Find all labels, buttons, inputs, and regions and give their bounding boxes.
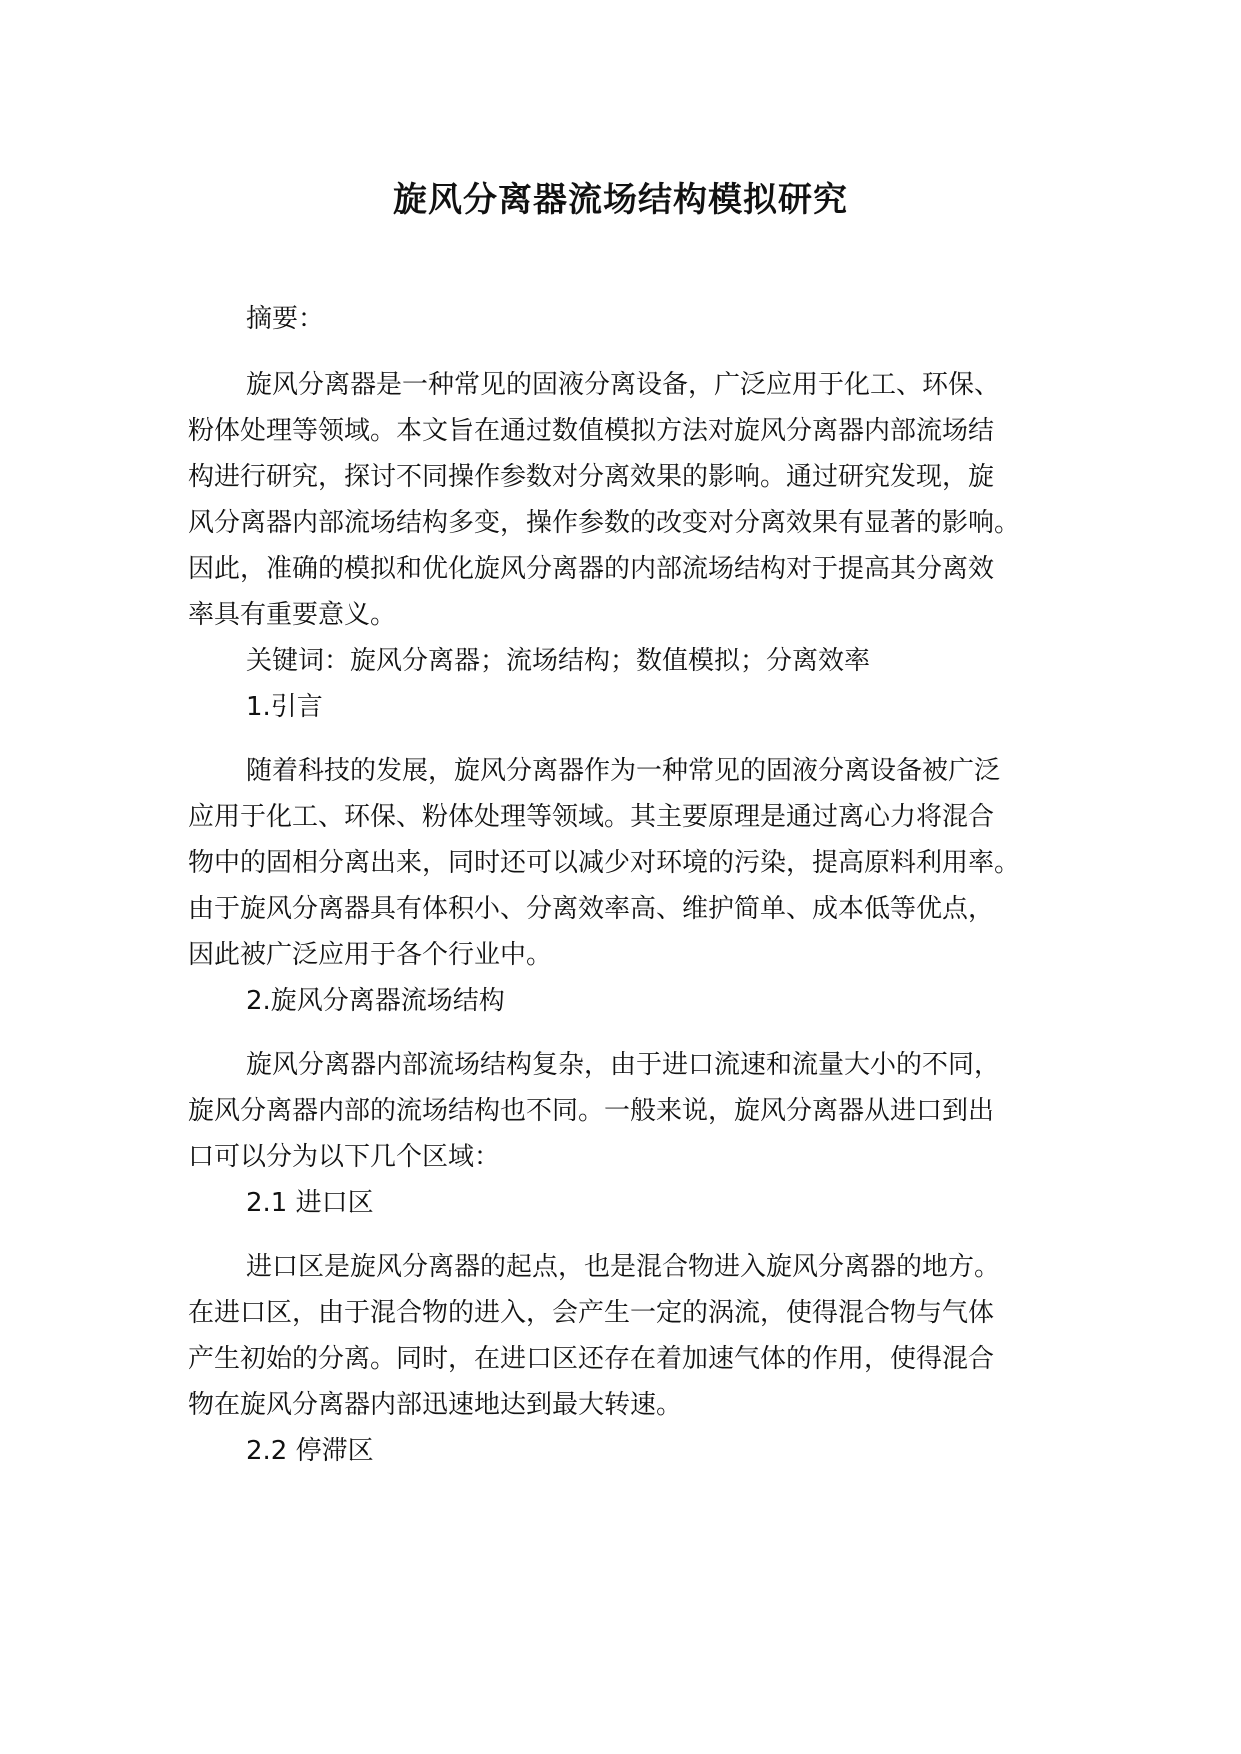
section-2-heading: 2.旋风分离器流场结构 — [246, 986, 505, 1016]
section-1-line: 由于旋风分离器具有体积小、分离效率高、维护简单、成本低等优点， — [188, 894, 995, 924]
section-1-line: 物中的固相分离出来，同时还可以减少对环境的污染，提高原料利用率。 — [188, 848, 1021, 878]
section-2-1-line: 在进口区，由于混合物的进入，会产生一定的涡流，使得混合物与气体 — [188, 1298, 995, 1328]
section-1-heading: 1.引言 — [246, 692, 323, 722]
section-2-line: 旋风分离器内部流场结构复杂，由于进口流速和流量大小的不同， — [246, 1050, 1001, 1080]
section-2-1-line: 进口区是旋风分离器的起点，也是混合物进入旋风分离器的地方。 — [246, 1252, 1001, 1282]
abstract-label: 摘要： — [246, 304, 325, 334]
abstract-line: 因此，准确的模拟和优化旋风分离器的内部流场结构对于提高其分离效 — [188, 554, 995, 584]
section-2-2-heading: 2.2 停滞区 — [246, 1436, 374, 1466]
abstract-line: 构进行研究，探讨不同操作参数对分离效果的影响。通过研究发现，旋 — [188, 462, 995, 492]
abstract-line: 粉体处理等领域。本文旨在通过数值模拟方法对旋风分离器内部流场结 — [188, 416, 995, 446]
document-title: 旋风分离器流场结构模拟研究 — [393, 180, 848, 220]
abstract-line: 风分离器内部流场结构多变，操作参数的改变对分离效果有显著的影响。 — [188, 508, 1021, 538]
document-body — [188, 296, 1068, 1474]
section-1-line: 应用于化工、环保、粉体处理等领域。其主要原理是通过离心力将混合 — [188, 802, 995, 832]
abstract-line: 旋风分离器是一种常见的固液分离设备，广泛应用于化工、环保、 — [246, 370, 1001, 400]
abstract-line: 率具有重要意义。 — [188, 600, 397, 630]
section-1-line: 随着科技的发展，旋风分离器作为一种常见的固液分离设备被广泛 — [246, 756, 1001, 786]
section-1-paragraph — [188, 748, 1068, 978]
section-2-1-heading: 2.1 进口区 — [246, 1188, 374, 1218]
section-2-1-line: 产生初始的分离。同时，在进口区还存在着加速气体的作用，使得混合 — [188, 1344, 995, 1374]
keywords: 关键词：旋风分离器；流场结构；数值模拟；分离效率 — [246, 646, 871, 676]
section-2-1-paragraph — [188, 1244, 1068, 1428]
section-2-1-line: 物在旋风分离器内部迅速地达到最大转速。 — [188, 1390, 683, 1420]
section-2-line: 旋风分离器内部的流场结构也不同。一般来说，旋风分离器从进口到出 — [188, 1096, 995, 1126]
section-1-line: 因此被广泛应用于各个行业中。 — [188, 940, 553, 970]
abstract-paragraph — [188, 362, 1068, 638]
section-2-paragraph — [188, 1042, 1068, 1180]
section-2-line: 口可以分为以下几个区域： — [188, 1142, 501, 1172]
